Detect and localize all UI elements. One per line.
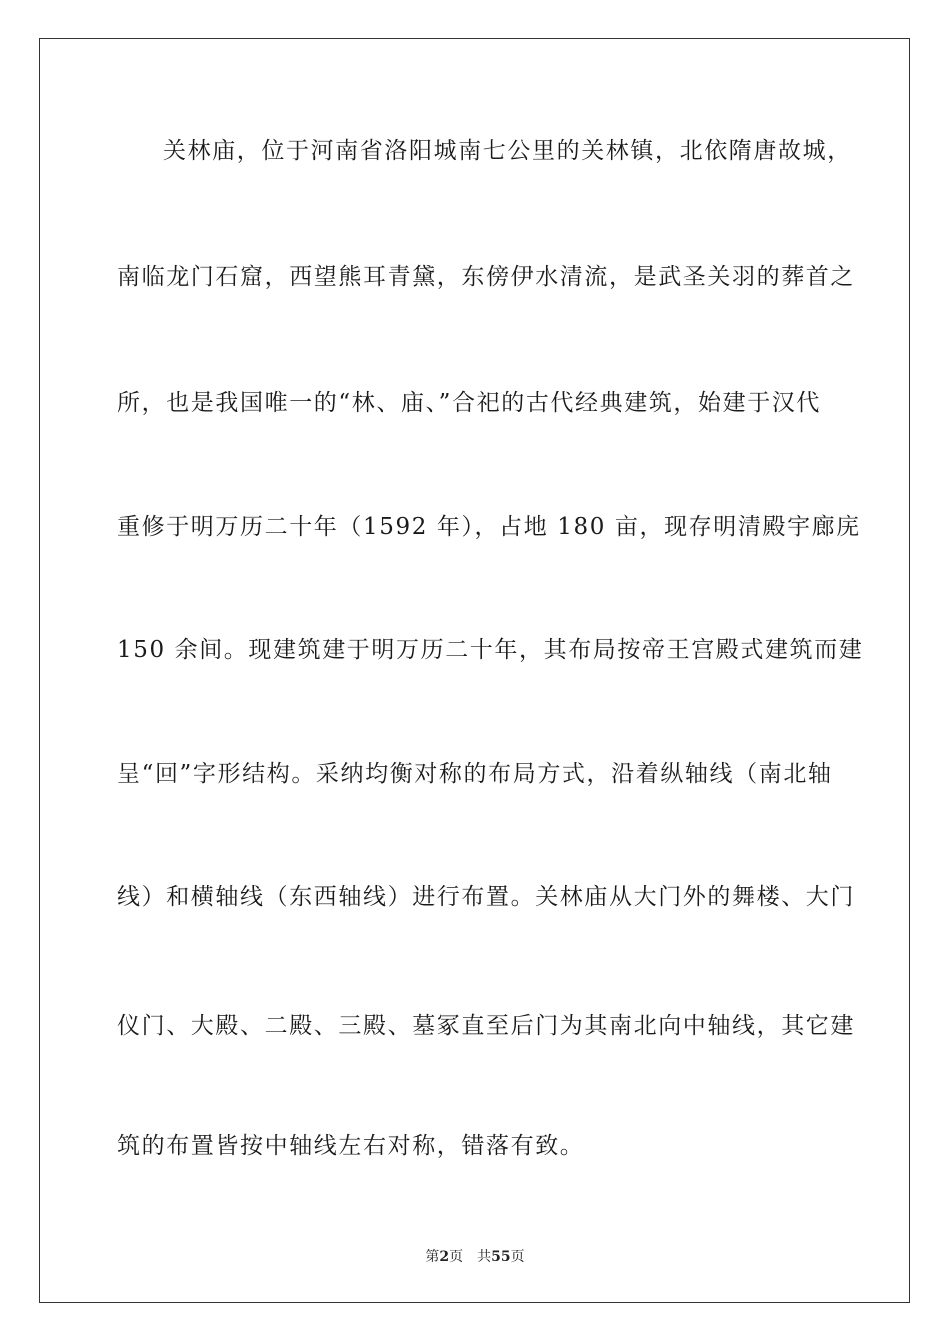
total-page-count: 55 [491, 1249, 511, 1265]
page-border [39, 38, 910, 1303]
page-number-prefix: 第 [425, 1249, 440, 1265]
paragraph-line-7: 线）和横轴线（东西轴线）进行布置。关林庙从大门外的舞楼、大门 [117, 884, 855, 910]
paragraph-line-5: 150 余间。现建筑建于明万历二十年，其布局按帝王宫殿式建筑而建 [117, 637, 864, 663]
paragraph-line-9: 筑的布置皆按中轴线左右对称，错落有致。 [117, 1133, 585, 1159]
paragraph-line-8: 仪门、大殿、二殿、三殿、墓冢直至后门为其南北向中轴线，其它建 [117, 1013, 855, 1039]
current-page-number: 2 [439, 1249, 450, 1265]
paragraph-line-1: 关林庙，位于河南省洛阳城南七公里的关林镇，北依隋唐故城， [163, 138, 852, 164]
page-footer [0, 1247, 950, 1267]
paragraph-line-3: 所，也是我国唯一的“林、庙、”合祀的古代经典建筑，始建于汉代 [117, 390, 822, 416]
total-pages-prefix: 共 [477, 1249, 492, 1265]
page-number-suffix: 页 [449, 1249, 464, 1265]
total-pages-suffix: 页 [510, 1249, 525, 1265]
paragraph-line-2: 南临龙门石窟，西望熊耳青黛，东傍伊水清流，是武圣关羽的葬首之 [117, 264, 855, 290]
paragraph-line-6: 呈“回”字形结构。采纳均衡对称的布局方式，沿着纵轴线（南北轴 [117, 761, 833, 787]
paragraph-line-4: 重修于明万历二十年（1592 年），占地 180 亩，现存明清殿宇廊庑 [117, 514, 861, 540]
